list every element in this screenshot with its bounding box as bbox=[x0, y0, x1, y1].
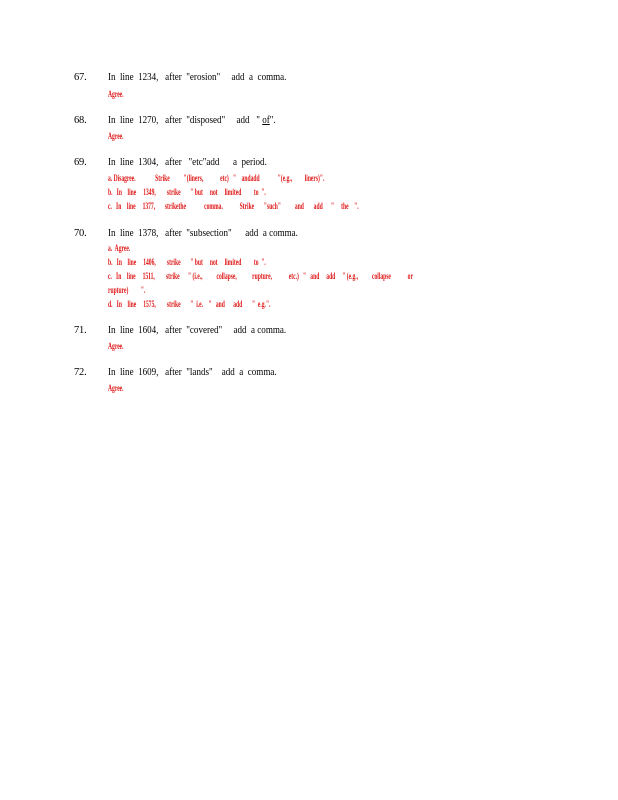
instruction-text: In line 1604, after "covered" add a comma. bbox=[108, 325, 287, 336]
response-line-d: d. In line 1575, strike " i.e. " and add " e.g.". bbox=[108, 299, 271, 309]
response-line-c: c. In line 1511, strike " (i.e., collapse, rupture, etc.) " and add " (e.g., collapse or bbox=[108, 271, 413, 281]
item-number: 68. bbox=[74, 115, 87, 126]
response-line-b: b. In line 1349, strike " but not limited to ". bbox=[108, 187, 266, 197]
underlined-insert: of bbox=[262, 115, 270, 126]
response-line-b: b. In line 1406, strike " but not limited to ". bbox=[108, 257, 266, 267]
response-text: Agree. bbox=[108, 131, 124, 141]
response-line-a: a. Agree. bbox=[108, 243, 131, 253]
instruction-text: In line 1234, after "erosion" add a comma. bbox=[108, 72, 287, 83]
instruction-text: In line 1378, after "subsection" add a comma. bbox=[108, 228, 298, 239]
instruction-pre: In line 1270, after "disposed" add " bbox=[108, 115, 263, 126]
item-number: 72. bbox=[74, 367, 87, 378]
response-text: Agree. bbox=[108, 341, 124, 351]
item-number: 70. bbox=[74, 228, 87, 239]
response-line-c: c. In line 1377, strikethe comma. Strike "such" and add " the ". bbox=[108, 201, 359, 211]
response-text: Agree. bbox=[108, 89, 124, 99]
instruction-text: In line 1609, after "lands" add a comma. bbox=[108, 367, 277, 378]
response-line-a: a. Disagree. Strike "(liners, etc) " andadd "(e.g., liners)". bbox=[108, 173, 325, 183]
item-number: 69. bbox=[74, 157, 87, 168]
instruction-post: ". bbox=[269, 115, 276, 126]
item-number: 71. bbox=[74, 325, 87, 336]
instruction-text bbox=[108, 115, 276, 126]
response-line-c-cont: rupture) ". bbox=[108, 285, 146, 295]
item-number: 67. bbox=[74, 72, 87, 83]
instruction-text: In line 1304, after "etc"add a period. bbox=[108, 157, 267, 168]
response-text: Agree. bbox=[108, 383, 124, 393]
